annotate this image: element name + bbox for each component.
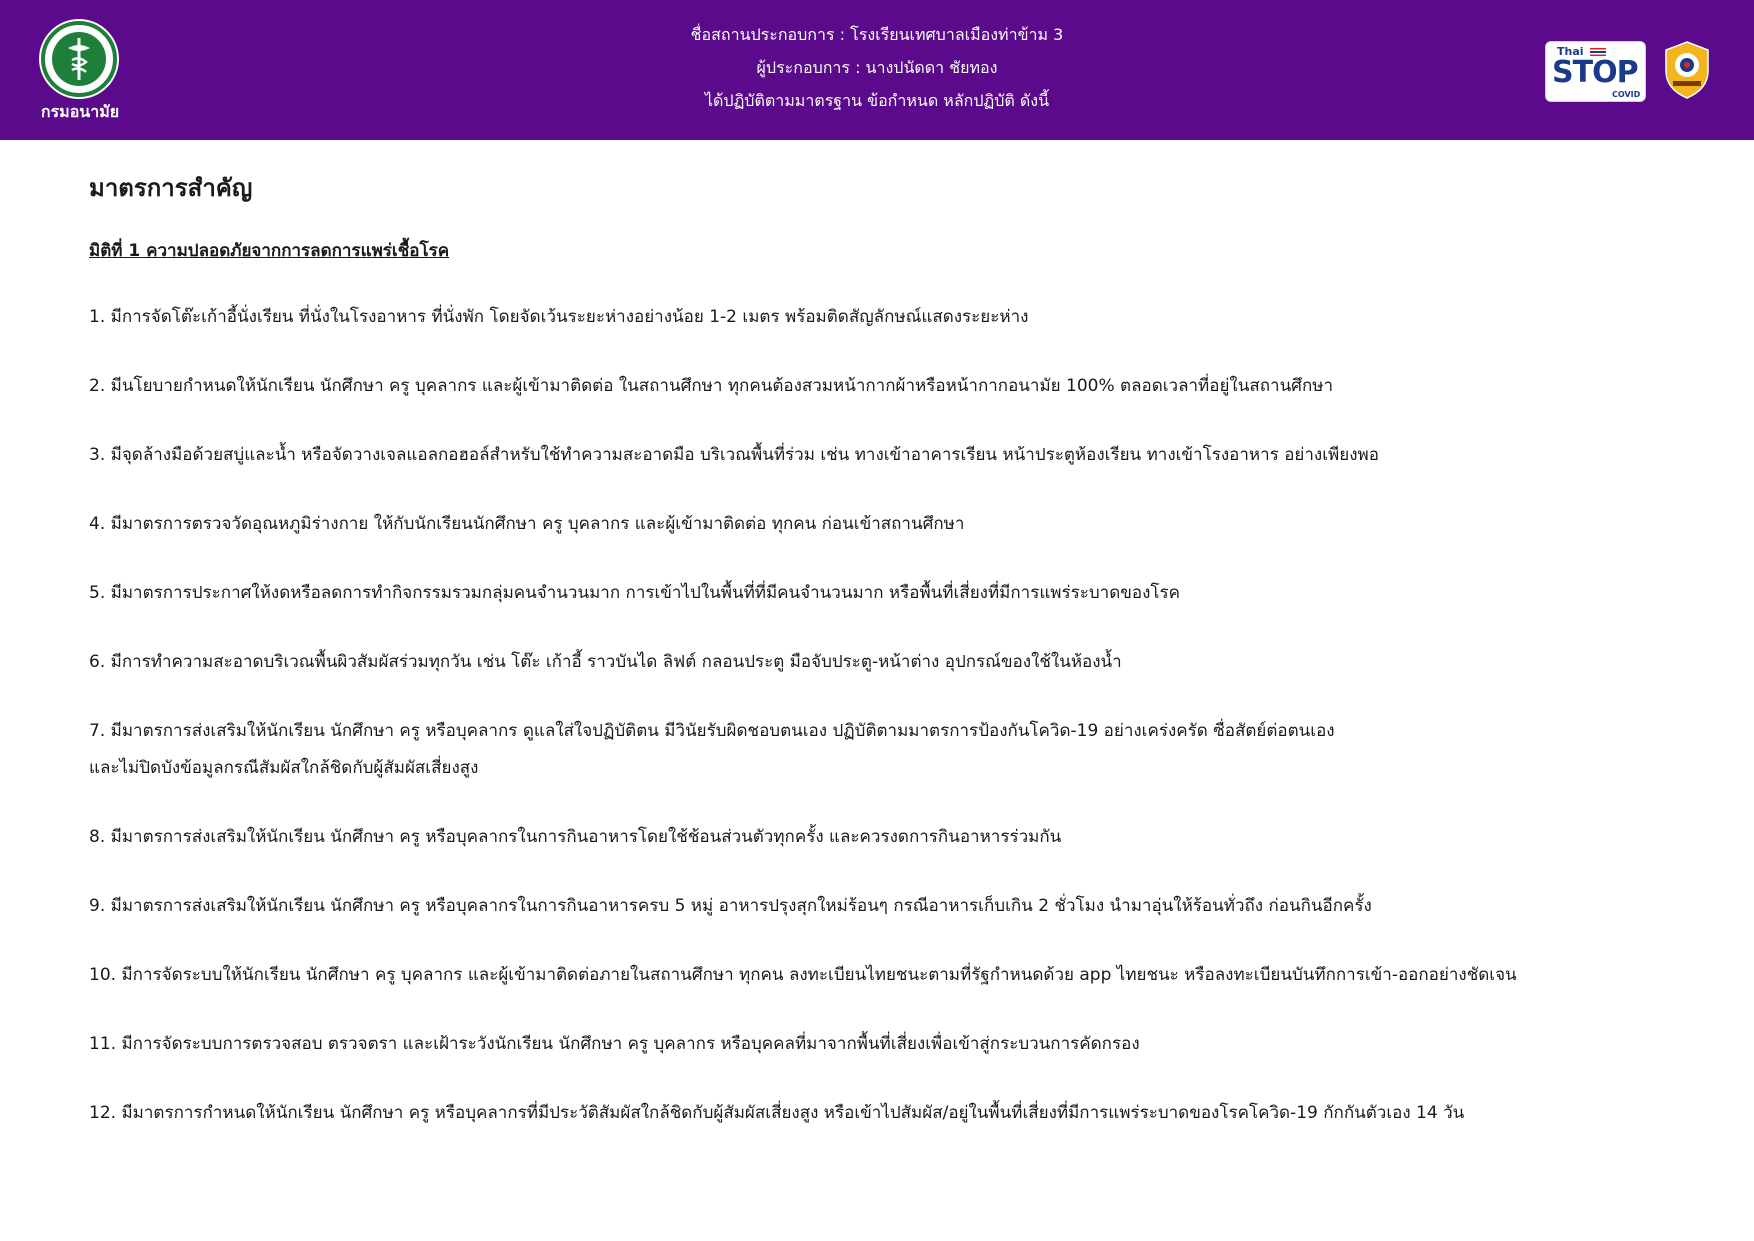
section-title: มิติที่ 1 ความปลอดภัยจากการลดการแพร่เชื้อโรค bbox=[89, 241, 450, 261]
measure-item-8: 8. มีมาตรการส่งเสริมให้นักเรียน นักศึกษา ครู หรือบุคลากรในการกินอาหารโดยใช้ช้อนส่วนตัวทุกครั้ง และควรงดการกินอาหารร่วมกัน bbox=[89, 827, 1062, 847]
measure-item-12: 12. มีมาตรการกำหนดให้นักเรียน นักศึกษา ครู หรือบุคลากรที่มีประวัติสัมผัสใกล้ชิดกับผู้สัมผัสเสี่ยงสูง หรือเข้าไปสัมผัส/อยู่ในพื้นที่เสี่ยงที่มีการแพร่ระบาดของโรคโควิด-19 กักกันตัวเอง 14 วัน bbox=[89, 1103, 1465, 1123]
measure-item-4: 4. มีมาตรการตรวจวัดอุณหภูมิร่างกาย ให้กับนักเรียนนักศึกษา ครู บุคลากร และผู้เข้ามาติดต่อ ทุกคน ก่อนเข้าสถานศึกษา bbox=[89, 514, 965, 534]
establishment-name: ชื่อสถานประกอบการ : โรงเรียนเทศบาลเมืองท่าข้าม 3 bbox=[690, 25, 1064, 44]
logo-caption: กรมอนามัย bbox=[40, 102, 120, 121]
measure-item-3: 3. มีจุดล้างมือด้วยสบู่และน้ำ หรือจัดวางเจลแอลกอฮอล์สำหรับใช้ทำความสะอาดมือ บริเวณพื้นที่ร่วม เช่น ทางเข้าอาคารเรียน หน้าประตูห้องเรียน ทางเข้าโรงอาหาร อย่างเพียงพอ bbox=[89, 445, 1379, 465]
stop-logo-thai: Thai bbox=[1557, 45, 1584, 58]
health-emblem-icon bbox=[38, 18, 120, 100]
measure-item-7: 7. มีมาตรการส่งเสริมให้นักเรียน นักศึกษา ครู หรือบุคลากร ดูแลใส่ใจปฏิบัติตน มีวินัยรับผิดชอบตนเอง ปฏิบัติตามมาตรการป้องกันโควิด-19 อย่างเคร่งครัด ซื่อสัตย์ต่อตนเอง bbox=[89, 721, 1335, 741]
stop-logo-word: STOP bbox=[1552, 55, 1638, 90]
measure-item-6: 6. มีการทำความสะอาดบริเวณพื้นผิวสัมผัสร่วมทุกวัน เช่น โต๊ะ เก้าอี้ ราวบันได ลิฟต์ กลอนประตู มือจับประตู-หน้าต่าง อุปกรณ์ของใช้ในห้องน้ำ bbox=[89, 652, 1122, 672]
measure-item-7-continued: และไม่ปิดบังข้อมูลกรณีสัมผัสใกล้ชิดกับผู้สัมผัสเสี่ยงสูง bbox=[89, 758, 479, 778]
measure-item-2: 2. มีนโยบายกำหนดให้นักเรียน นักศึกษา ครู บุคลากร และผู้เข้ามาติดต่อ ในสถานศึกษา ทุกคนต้องสวมหน้ากากผ้าหรือหน้ากากอนามัย 100% ตลอดเวลาที่อยู่ในสถานศึกษา bbox=[89, 376, 1334, 396]
page-header bbox=[0, 0, 1754, 140]
page-title: มาตรการสำคัญ bbox=[89, 174, 253, 202]
measure-item-11: 11. มีการจัดระบบการตรวจสอบ ตรวจตรา และเฝ้าระวังนักเรียน นักศึกษา ครู บุคลากร หรือบุคคลที่มาจากพื้นที่เสี่ยงเพื่อเข้าสู่กระบวนการคัดกรอง bbox=[89, 1034, 1140, 1054]
measure-item-9: 9. มีมาตรการส่งเสริมให้นักเรียน นักศึกษา ครู หรือบุคลากรในการกินอาหารครบ 5 หมู่ อาหารปรุงสุกใหม่ร้อนๆ กรณีอาหารเก็บเกิน 2 ชั่วโมง นำมาอุ่นให้ร้อนทั่วถึง ก่อนกินอีกครั้ง bbox=[89, 896, 1372, 916]
compliance-statement: ได้ปฏิบัติตามมาตรฐาน ข้อกำหนด หลักปฏิบัติ ดังนี้ bbox=[704, 91, 1050, 110]
measure-item-1: 1. มีการจัดโต๊ะเก้าอี้นั่งเรียน ที่นั่งในโรงอาหาร ที่นั่งพัก โดยจัดเว้นระยะห่างอย่างน้อย 1-2 เมตร พร้อมติดสัญลักษณ์แสดงระยะห่าง bbox=[89, 307, 1029, 327]
department-of-health-logo bbox=[34, 16, 126, 124]
thai-stop-covid-logo bbox=[1545, 41, 1646, 102]
measure-item-10: 10. มีการจัดระบบให้นักเรียน นักศึกษา ครู บุคลากร และผู้เข้ามาติดต่อภายในสถานศึกษา ทุกคน ลงทะเบียนไทยชนะตามที่รัฐกำหนดด้วย app ไทยชนะ หรือลงทะเบียนบันทึกการเข้า-ออกอย่างชัดเจน bbox=[89, 965, 1517, 985]
measure-item-5: 5. มีมาตรการประกาศให้งดหรือลดการทำกิจกรรมรวมกลุ่มคนจำนวนมาก การเข้าไปในพื้นที่ที่มีคนจำนวนมาก หรือพื้นที่เสี่ยงที่มีการแพร่ระบาดของโรค bbox=[89, 583, 1181, 603]
stop-covid-badge-icon bbox=[1664, 41, 1710, 99]
stop-logo-covid: COVID bbox=[1612, 90, 1641, 99]
operator-name: ผู้ประกอบการ : นางปนัดดา ชัยทอง bbox=[756, 58, 998, 77]
establishment-info bbox=[477, 18, 1277, 117]
